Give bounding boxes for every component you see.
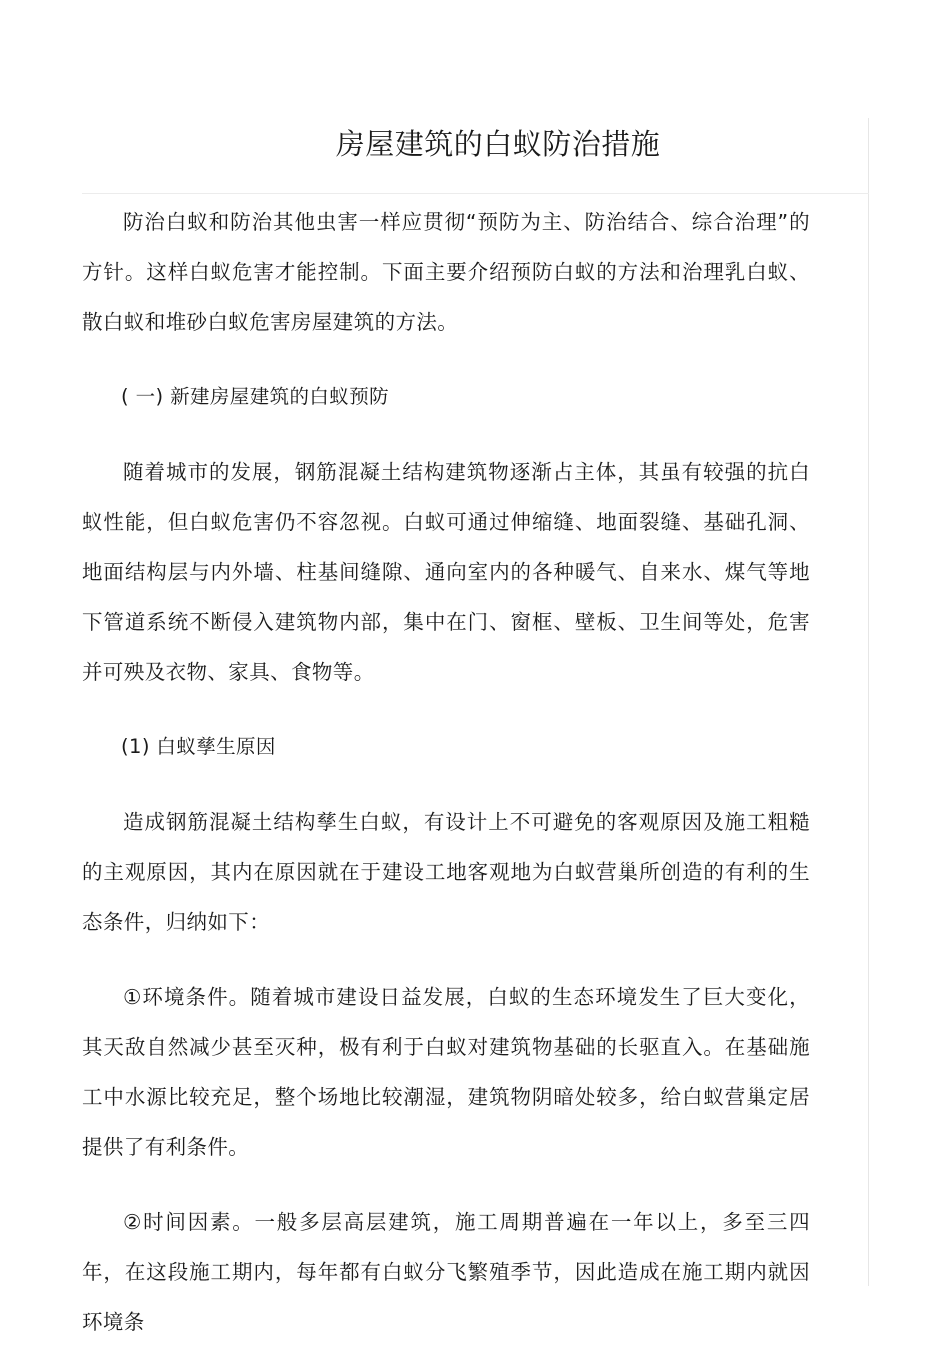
page-frame-right-border bbox=[868, 118, 869, 1286]
paragraph-intro: 防治白蚁和防治其他虫害一样应贯彻“预防为主、防治结合、综合治理”的方针。这样白蚁危害才能控制。下面主要介绍预防白蚁的方法和治理乳白蚁、散白蚁和堆砂白蚁危害房屋建筑的方法。 bbox=[82, 210, 810, 334]
document-title: 房屋建筑的白蚁防治措施 bbox=[335, 127, 661, 161]
section-heading-new-building-prevention: ( 一) 新建房屋建筑的白蚁预防 bbox=[121, 385, 390, 408]
title-divider bbox=[82, 193, 869, 194]
paragraph-causes-summary: 造成钢筋混凝土结构孳生白蚁，有设计上不可避免的客观原因及施工粗糙的主观原因，其内在原因就在于建设工地客观地为白蚁营巢所创造的有利的生态条件，归纳如下： bbox=[82, 810, 810, 934]
paragraph-time-factors: ②时间因素。一般多层高层建筑，施工周期普遍在一年以上，多至三四年，在这段施工期内，每年都有白蚁分飞繁殖季节，因此造成在施工期内就因环境条 bbox=[82, 1210, 810, 1334]
paragraph-environment-conditions: ①环境条件。随着城市建设日益发展，白蚁的生态环境发生了巨大变化，其天敌自然减少甚至灭种，极有利于白蚁对建筑物基础的长驱直入。在基础施工中水源比较充足，整个场地比较潮湿，建筑物阴暗处较多，给白蚁营巢定居提供了有利条件。 bbox=[82, 985, 810, 1159]
subsection-heading-breeding-causes: (1) 白蚁孳生原因 bbox=[121, 735, 276, 758]
document-body bbox=[82, 197, 810, 1347]
paragraph-urban-development: 随着城市的发展，钢筋混凝土结构建筑物逐渐占主体，其虽有较强的抗白蚁性能，但白蚁危害仍不容忽视。白蚁可通过伸缩缝、地面裂缝、基础孔洞、地面结构层与内外墙、柱基间缝隙、通向室内的各种暖气、自来水、煤气等地下管道系统不断侵入建筑物内部，集中在门、窗框、壁板、卫生间等处，危害并可殃及衣物、家具、食物等。 bbox=[82, 460, 810, 684]
